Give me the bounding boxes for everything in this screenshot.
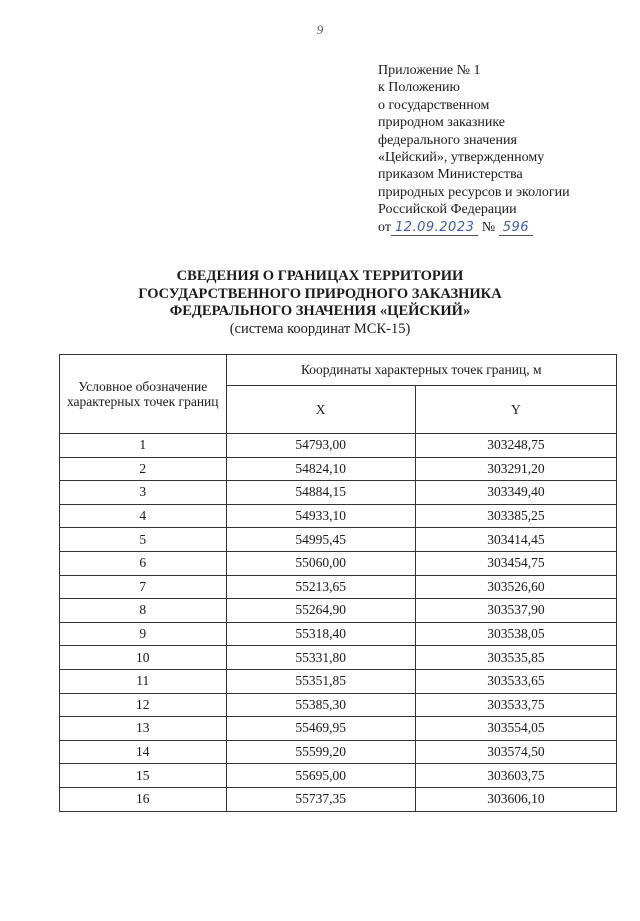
x-coordinate-cell: 55385,30 <box>226 693 415 717</box>
table-row <box>60 787 617 811</box>
page-number: 9 <box>316 22 324 37</box>
point-number-cell: 13 <box>60 717 227 741</box>
table-row <box>60 599 617 623</box>
date-prefix: от <box>378 219 391 235</box>
y-coordinate-cell: 303537,90 <box>415 599 616 623</box>
appendix-line: Приложение № 1 <box>378 63 481 78</box>
point-number-cell: 15 <box>60 764 227 788</box>
appendix-line: природном заказнике <box>378 115 506 131</box>
header-point: Условное обозначение характерных точек границ <box>60 355 227 434</box>
appendix-block <box>378 62 628 236</box>
x-coordinate-cell: 55060,00 <box>226 551 415 575</box>
appendix-line: приказом Министерства <box>378 167 523 183</box>
point-number-cell: 6 <box>60 551 227 575</box>
x-coordinate-cell: 55469,95 <box>226 717 415 741</box>
y-coordinate-cell: 303526,60 <box>415 575 616 599</box>
point-number-cell: 9 <box>60 622 227 646</box>
table-row <box>60 457 617 481</box>
y-coordinate-cell: 303574,50 <box>415 740 616 764</box>
y-coordinate-cell: 303291,20 <box>415 457 616 481</box>
point-number-cell: 5 <box>60 528 227 552</box>
appendix-line: Российской Федерации <box>378 202 517 218</box>
x-coordinate-cell: 54933,10 <box>226 504 415 528</box>
y-coordinate-cell: 303454,75 <box>415 551 616 575</box>
x-coordinate-cell: 55331,80 <box>226 646 415 670</box>
appendix-line: о государственном <box>378 97 490 113</box>
table-row <box>60 622 617 646</box>
table-row <box>60 434 617 458</box>
handwritten-date: 12.09.2023 <box>391 220 478 236</box>
y-coordinate-cell: 303533,75 <box>415 693 616 717</box>
header-x: X <box>226 386 415 434</box>
y-coordinate-cell: 303385,25 <box>415 504 616 528</box>
table-row <box>60 764 617 788</box>
order-date-number <box>378 219 628 236</box>
x-coordinate-cell: 55213,65 <box>226 575 415 599</box>
appendix-line: природных ресурсов и экологии <box>378 184 570 200</box>
title-subtitle: (система координат МСК-15) <box>229 320 411 337</box>
table-row <box>60 669 617 693</box>
y-coordinate-cell: 303533,65 <box>415 669 616 693</box>
point-number-cell: 14 <box>60 740 227 764</box>
appendix-line: к Положению <box>378 80 461 96</box>
y-coordinate-cell: 303248,75 <box>415 434 616 458</box>
x-coordinate-cell: 55695,00 <box>226 764 415 788</box>
y-coordinate-cell: 303538,05 <box>415 622 616 646</box>
y-coordinate-cell: 303603,75 <box>415 764 616 788</box>
point-number-cell: 8 <box>60 599 227 623</box>
x-coordinate-cell: 54793,00 <box>226 434 415 458</box>
point-number-cell: 2 <box>60 457 227 481</box>
number-prefix: № <box>481 219 496 235</box>
x-coordinate-cell: 54824,10 <box>226 457 415 481</box>
x-coordinate-cell: 54995,45 <box>226 528 415 552</box>
table-row <box>60 740 617 764</box>
point-number-cell: 1 <box>60 434 227 458</box>
x-coordinate-cell: 54884,15 <box>226 481 415 505</box>
table-row <box>60 481 617 505</box>
title-line-3: ФЕДЕРАЛЬНОГО ЗНАЧЕНИЯ «ЦЕЙСКИЙ» <box>169 303 471 319</box>
y-coordinate-cell: 303349,40 <box>415 481 616 505</box>
table-row <box>60 504 617 528</box>
table-row <box>60 646 617 670</box>
x-coordinate-cell: 55318,40 <box>226 622 415 646</box>
x-coordinate-cell: 55599,20 <box>226 740 415 764</box>
appendix-line: федерального значения <box>378 132 517 148</box>
point-number-cell: 10 <box>60 646 227 670</box>
title-line-2: ГОСУДАРСТВЕННОГО ПРИРОДНОГО ЗАКАЗНИКА <box>138 285 502 302</box>
coordinates-table <box>59 354 617 812</box>
y-coordinate-cell: 303414,45 <box>415 528 616 552</box>
table-row <box>60 717 617 741</box>
point-number-cell: 7 <box>60 575 227 599</box>
header-y: Y <box>415 386 616 434</box>
document-title <box>0 268 640 338</box>
table-row <box>60 575 617 599</box>
point-number-cell: 3 <box>60 481 227 505</box>
point-number-cell: 4 <box>60 504 227 528</box>
x-coordinate-cell: 55737,35 <box>226 787 415 811</box>
table-row <box>60 551 617 575</box>
header-coordinates: Координаты характерных точек границ, м <box>226 355 617 386</box>
point-number-cell: 11 <box>60 669 227 693</box>
point-number-cell: 16 <box>60 787 227 811</box>
table-row <box>60 693 617 717</box>
appendix-line: «Цейский», утвержденному <box>378 150 545 166</box>
x-coordinate-cell: 55264,90 <box>226 599 415 623</box>
y-coordinate-cell: 303535,85 <box>415 646 616 670</box>
y-coordinate-cell: 303606,10 <box>415 787 616 811</box>
table-row <box>60 528 617 552</box>
title-line-1: СВЕДЕНИЯ О ГРАНИЦАХ ТЕРРИТОРИИ <box>176 268 464 284</box>
point-number-cell: 12 <box>60 693 227 717</box>
y-coordinate-cell: 303554,05 <box>415 717 616 741</box>
handwritten-number: 596 <box>499 220 533 236</box>
x-coordinate-cell: 55351,85 <box>226 669 415 693</box>
